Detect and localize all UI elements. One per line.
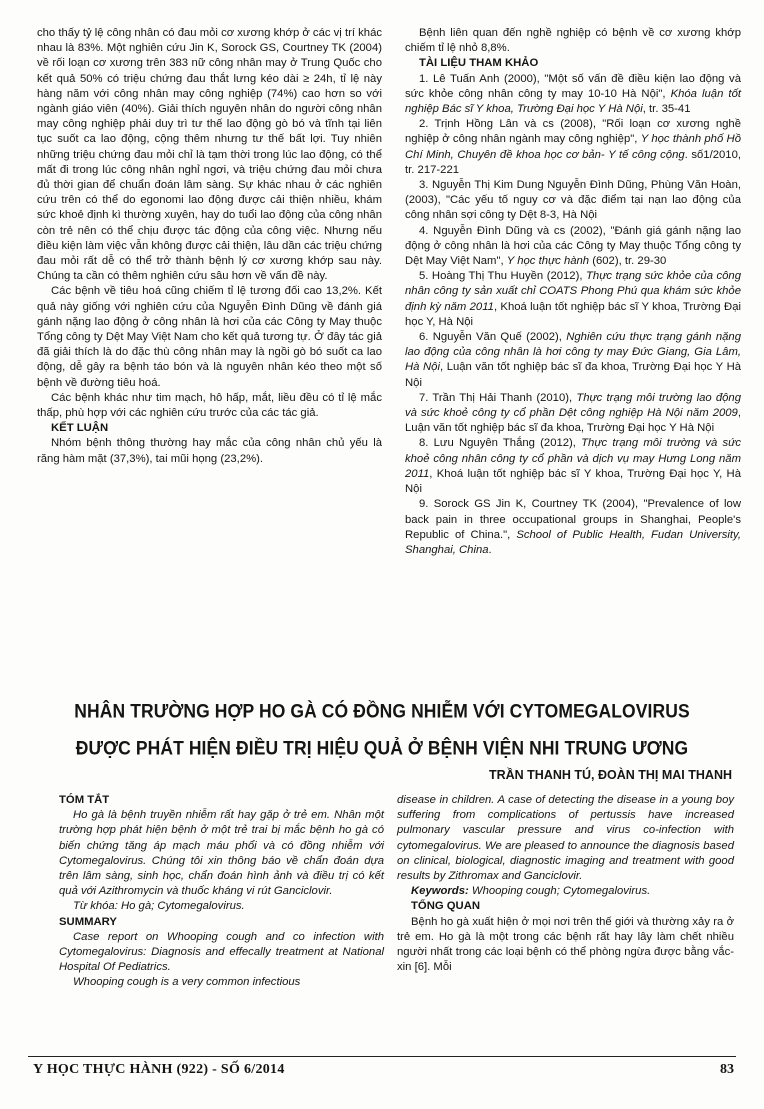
paragraph: Các bệnh khác như tim mạch, hô hấp, mắt, liều đều có tỉ lệ mắc thấp, phù hợp với các nghiên cứu trước của các tác giả. xyxy=(37,391,382,420)
reference-text-part: 2. Trịnh Hồng Lân và cs (2008), "Rối loạn cơ xương nghề nghiệp ở công nhân ngành may công nghiệp", xyxy=(405,118,741,146)
reference-text-part: 8. Lưu Nguyên Thắng (2012), xyxy=(419,437,582,450)
article-title xyxy=(30,693,734,767)
reference-item xyxy=(405,224,741,270)
reference-text-part: 1. Lê Tuấn Anh (2000), "Một số vấn đề điều kiện lao động và sức khỏe công nhân công ty may 10-10 Hà Nội", xyxy=(405,72,741,100)
keywords-en-value: Whooping cough; Cytomegalovirus. xyxy=(468,885,651,898)
article-title-line: ĐƯỢC PHÁT HIỆN ĐIỀU TRỊ HIỆU QUẢ Ở BỆNH VIỆN NHI TRUNG ƯƠNG xyxy=(75,736,689,760)
reference-item xyxy=(405,72,741,118)
summary-en-heading: SUMMARY xyxy=(59,915,117,928)
reference-text-part: 7. Trần Thị Hải Thanh (2010), xyxy=(419,391,577,404)
reference-text-part: , Luận văn tốt nghiệp bác sĩ đa khoa, Trường Đại học Y Hà Nội xyxy=(405,361,742,389)
article-title-line: NHÂN TRƯỜNG HỢP HO GÀ CÓ ĐỒNG NHIỄM VỚI CYTOMEGALOVIRUS xyxy=(74,699,690,723)
reference-item xyxy=(405,497,741,558)
reference-text-part: 5. Hoàng Thị Thu Huyền (2012), xyxy=(419,270,587,283)
reference-italic-part: Khóa luận tốt nghiệp Bác sĩ Y khoa, Trường Đại học Y Hà Nội xyxy=(405,87,741,116)
article-authors: TRẦN THANH TÚ, ĐOÀN THỊ MAI THANH xyxy=(488,768,732,782)
summary-vi-heading: TÓM TẮT xyxy=(59,794,110,806)
previous-article-column-right xyxy=(405,26,741,558)
reference-italic-part: Thực trạng môi trường và sức khoẻ công nhân công ty cổ phần và dịch vụ may Hưng Long năm 2011 xyxy=(405,437,741,480)
reference-text-part: 4. Nguyễn Đình Dũng và cs (2002), "Đánh giá gánh nặng lao động ở công nhân là hơi của các Công ty May thuộc Tổng công ty Dệt May Việt Nam", xyxy=(405,224,741,268)
reference-text-part: 3. Nguyễn Thị Kim Dung Nguyễn Đình Dũng, Phùng Văn Hoàn, (2003), "Các yếu tố nguy cơ và đặc điểm tại nạn lao động của công nhân sợi công ty Dệt 8-3, Hà Nội xyxy=(405,179,741,222)
reference-text-part: , Khoá luận tốt nghiệp bác sĩ Y khoa, Trường Đại học Y, Hà Nội xyxy=(405,300,741,328)
article-column-left xyxy=(59,793,384,991)
page-number: 83 xyxy=(720,1062,734,1077)
article-column-right xyxy=(397,793,734,975)
overview-heading: TỔNG QUAN xyxy=(411,900,481,913)
summary-en-text: Case report on Whooping cough and co infection with Cytomegalovirus: Diagnosis and effecally treatment at National Hospital Of Pediatrics. xyxy=(59,930,384,974)
keywords-vi-label: Từ khóa: xyxy=(73,900,118,913)
overview-text: Bệnh ho gà xuất hiện ở mọi nơi trên thế giới và thường xảy ra ở trẻ em. Ho gà là một trong các bệnh rất hay lây làm chết nhiều người nhất trong các loại bệnh có thể phòng ngừa được bằng vắc-xin [6]. Mỗi xyxy=(397,915,734,974)
reference-text-part: (602), tr. 29-30 xyxy=(589,255,667,268)
reference-italic-part: Thực trạng sức khỏe của công nhân công ty sản xuất chỉ COATS Phong Phú qua khám sức khỏe định kỳ năm 2011 xyxy=(405,270,741,313)
reference-text-part: . số1/2010, tr. 217-221 xyxy=(405,148,742,176)
keywords-en-label: Keywords: xyxy=(411,885,469,898)
reference-italic-part: Thực trạng môi trường lao động và sức khoẻ công ty cổ phần Dệt công nghiệp Hà Nội năm 2009 xyxy=(405,391,741,420)
reference-text-part: 9. Sorock GS Jin K, Courtney TK (2004), "Prevalence of low back pain in three occupational groups in Shanghai, People's Republic of China.", xyxy=(405,498,741,541)
footer-divider xyxy=(28,1056,736,1057)
reference-item xyxy=(405,436,741,497)
reference-item xyxy=(405,391,741,437)
paragraph: Các bệnh về tiêu hoá cũng chiếm tỉ lệ tương đối cao 13,2%. Kết quả này giống với nghiên cứu của Nguyễn Đình Dũng về đánh giá gánh nặng lao động ở công nhân là hơi của các Công ty May thuộc Tổng công ty Dệt May Việt Nam cho kết quả tương tự. Ở đây tác giả đã giải thích là do đặc thù công nhân may là ngồi gò bó suốt ca lao động, dễ gây ra bệnh táo bón và là nguyên nhân kéo theo một số bệnh về đường tiêu hoá. xyxy=(37,285,382,389)
reference-text-part: 6. Nguyễn Văn Quế (2002), xyxy=(419,331,567,344)
reference-italic-part: School of Public Health, Fudan University, Shanghai, China xyxy=(405,528,741,556)
reference-text-part: , Khoá luận tốt nghiệp bác sĩ Y khoa, Trường Đại học Y, Hà Nội xyxy=(405,467,741,496)
reference-text-part: , tr. 35-41 xyxy=(642,103,691,116)
previous-article-column-left xyxy=(37,26,382,467)
conclusion-heading: KẾT LUẬN xyxy=(51,422,109,435)
paragraph: Bệnh liên quan đến nghề nghiệp có bệnh về cơ xương khớp chiếm tỉ lệ nhỏ 8,8%. xyxy=(405,27,741,55)
references-heading: TÀI LIỆU THAM KHẢO xyxy=(419,57,539,70)
reference-italic-part: Y học thực hành xyxy=(506,255,590,268)
journal-footer: Y HỌC THỰC HÀNH (922) - SỐ 6/2014 xyxy=(33,1062,285,1077)
reference-list xyxy=(405,72,741,559)
reference-italic-part: Y học thành phố Hồ Chí Minh, Chuyên đề khoa học cơ bản- Y tế công cộng xyxy=(405,133,741,161)
keywords-vi-value: Ho gà; Cytomegalovirus. xyxy=(117,900,245,913)
paragraph: cho thấy tỷ lệ công nhân có đau mỏi cơ xương khớp ở các vị trí khác nhau là 83%. Một nghiên cứu Jin K, Sorock GS, Courtney TK (2004) về rối loạn cơ xương trên 383 nữ công nhân may ở Trung Quốc cho kết quả 50% có triệu chứng đau thắt lưng kéo dài ≥ 24h, tỉ lệ này hàng năm với công nhân may công nghiệp (74%) cao hơn so với ngành giáo viên (40%). Giải thích nguyên nhân do người công nhân may công nghiệp phải duy trì tư thế lao động gò bó và tĩnh tại liên tục suốt ca lao động, cộng thêm nhưng tư thế bất lợi. Tuy nhiên những triệu chứng đau mỏi chỉ là tạm thời trong lúc lao động, có thể mất đi trong lúc công nhân nghỉ ngơi, và triệu chứng đau mỏi chưa đủ thời gian để chuẩn đoán lâm sàng. Sự khác nhau ở các nghiên cứu trên có thể do egonomi lao động được cải thiện nhiều, khám sức khoẻ định kì thường xuyên, hay do tuổi lao động của công nhân còn trẻ nên có thể chịu được tác động của công việc. Nhưng nếu điều kiện làm việc vẫn không được cải thiện, lâu dần các triệu chứng đau mỏi rất dễ có thể trở thành bệnh lý cơ xương khớp sau này. Chúng ta cần có thêm nghiên cứu sâu hơn về vấn đề này. xyxy=(37,27,382,283)
reference-text-part: . xyxy=(488,543,492,556)
reference-text-part: , Luận văn tốt nghiệp bác sĩ đa khoa, Trường Đại học Y Hà Nội xyxy=(405,407,741,435)
summary-vi-text: Ho gà là bệnh truyền nhiễm rất hay gặp ở trẻ em. Nhân một trường hợp phát hiện bệnh ở một trẻ trai bị mắc bệnh ho gà có biến chứng tăng áp mạch máu phổi và có đồng nhiễm với Cytomegalovirus. Chúng tôi xin thông báo về chẩn đoán dựa trên lâm sàng, sinh học, chẩn đoán hình ảnh và điều trị có kết quả với Azithromycin và thuốc kháng vi rút Ganciclovir. xyxy=(59,809,384,898)
summary-en-text: Whooping cough is a very common infectious xyxy=(73,976,301,989)
reference-item xyxy=(405,178,741,224)
keywords-en xyxy=(397,884,734,899)
summary-en-continued: disease in children. A case of detecting the disease in a young boy suffering from complications of pertussis have increased pulmonary vascular pressure and virus co-infection with cytomegalovirus. We are pleased to announce the diagnosis based on clinical, biological, diagnostic imaging and treatment with good results by Zithromax and Ganciclovir. xyxy=(397,794,734,883)
reference-item xyxy=(405,117,741,178)
reference-italic-part: Nghiên cứu thực trạng gánh nặng lao động của công nhân là hơi công ty may Đức Giang, Gia Lâm, Hà Nội xyxy=(405,331,741,374)
keywords-vi xyxy=(59,899,384,914)
paragraph: Nhóm bệnh thông thường hay mắc của công nhân chủ yếu là răng hàm mặt (37,3%), tai mũi họng (23,2%). xyxy=(37,437,382,465)
reference-item xyxy=(405,269,741,330)
reference-item xyxy=(405,330,741,391)
